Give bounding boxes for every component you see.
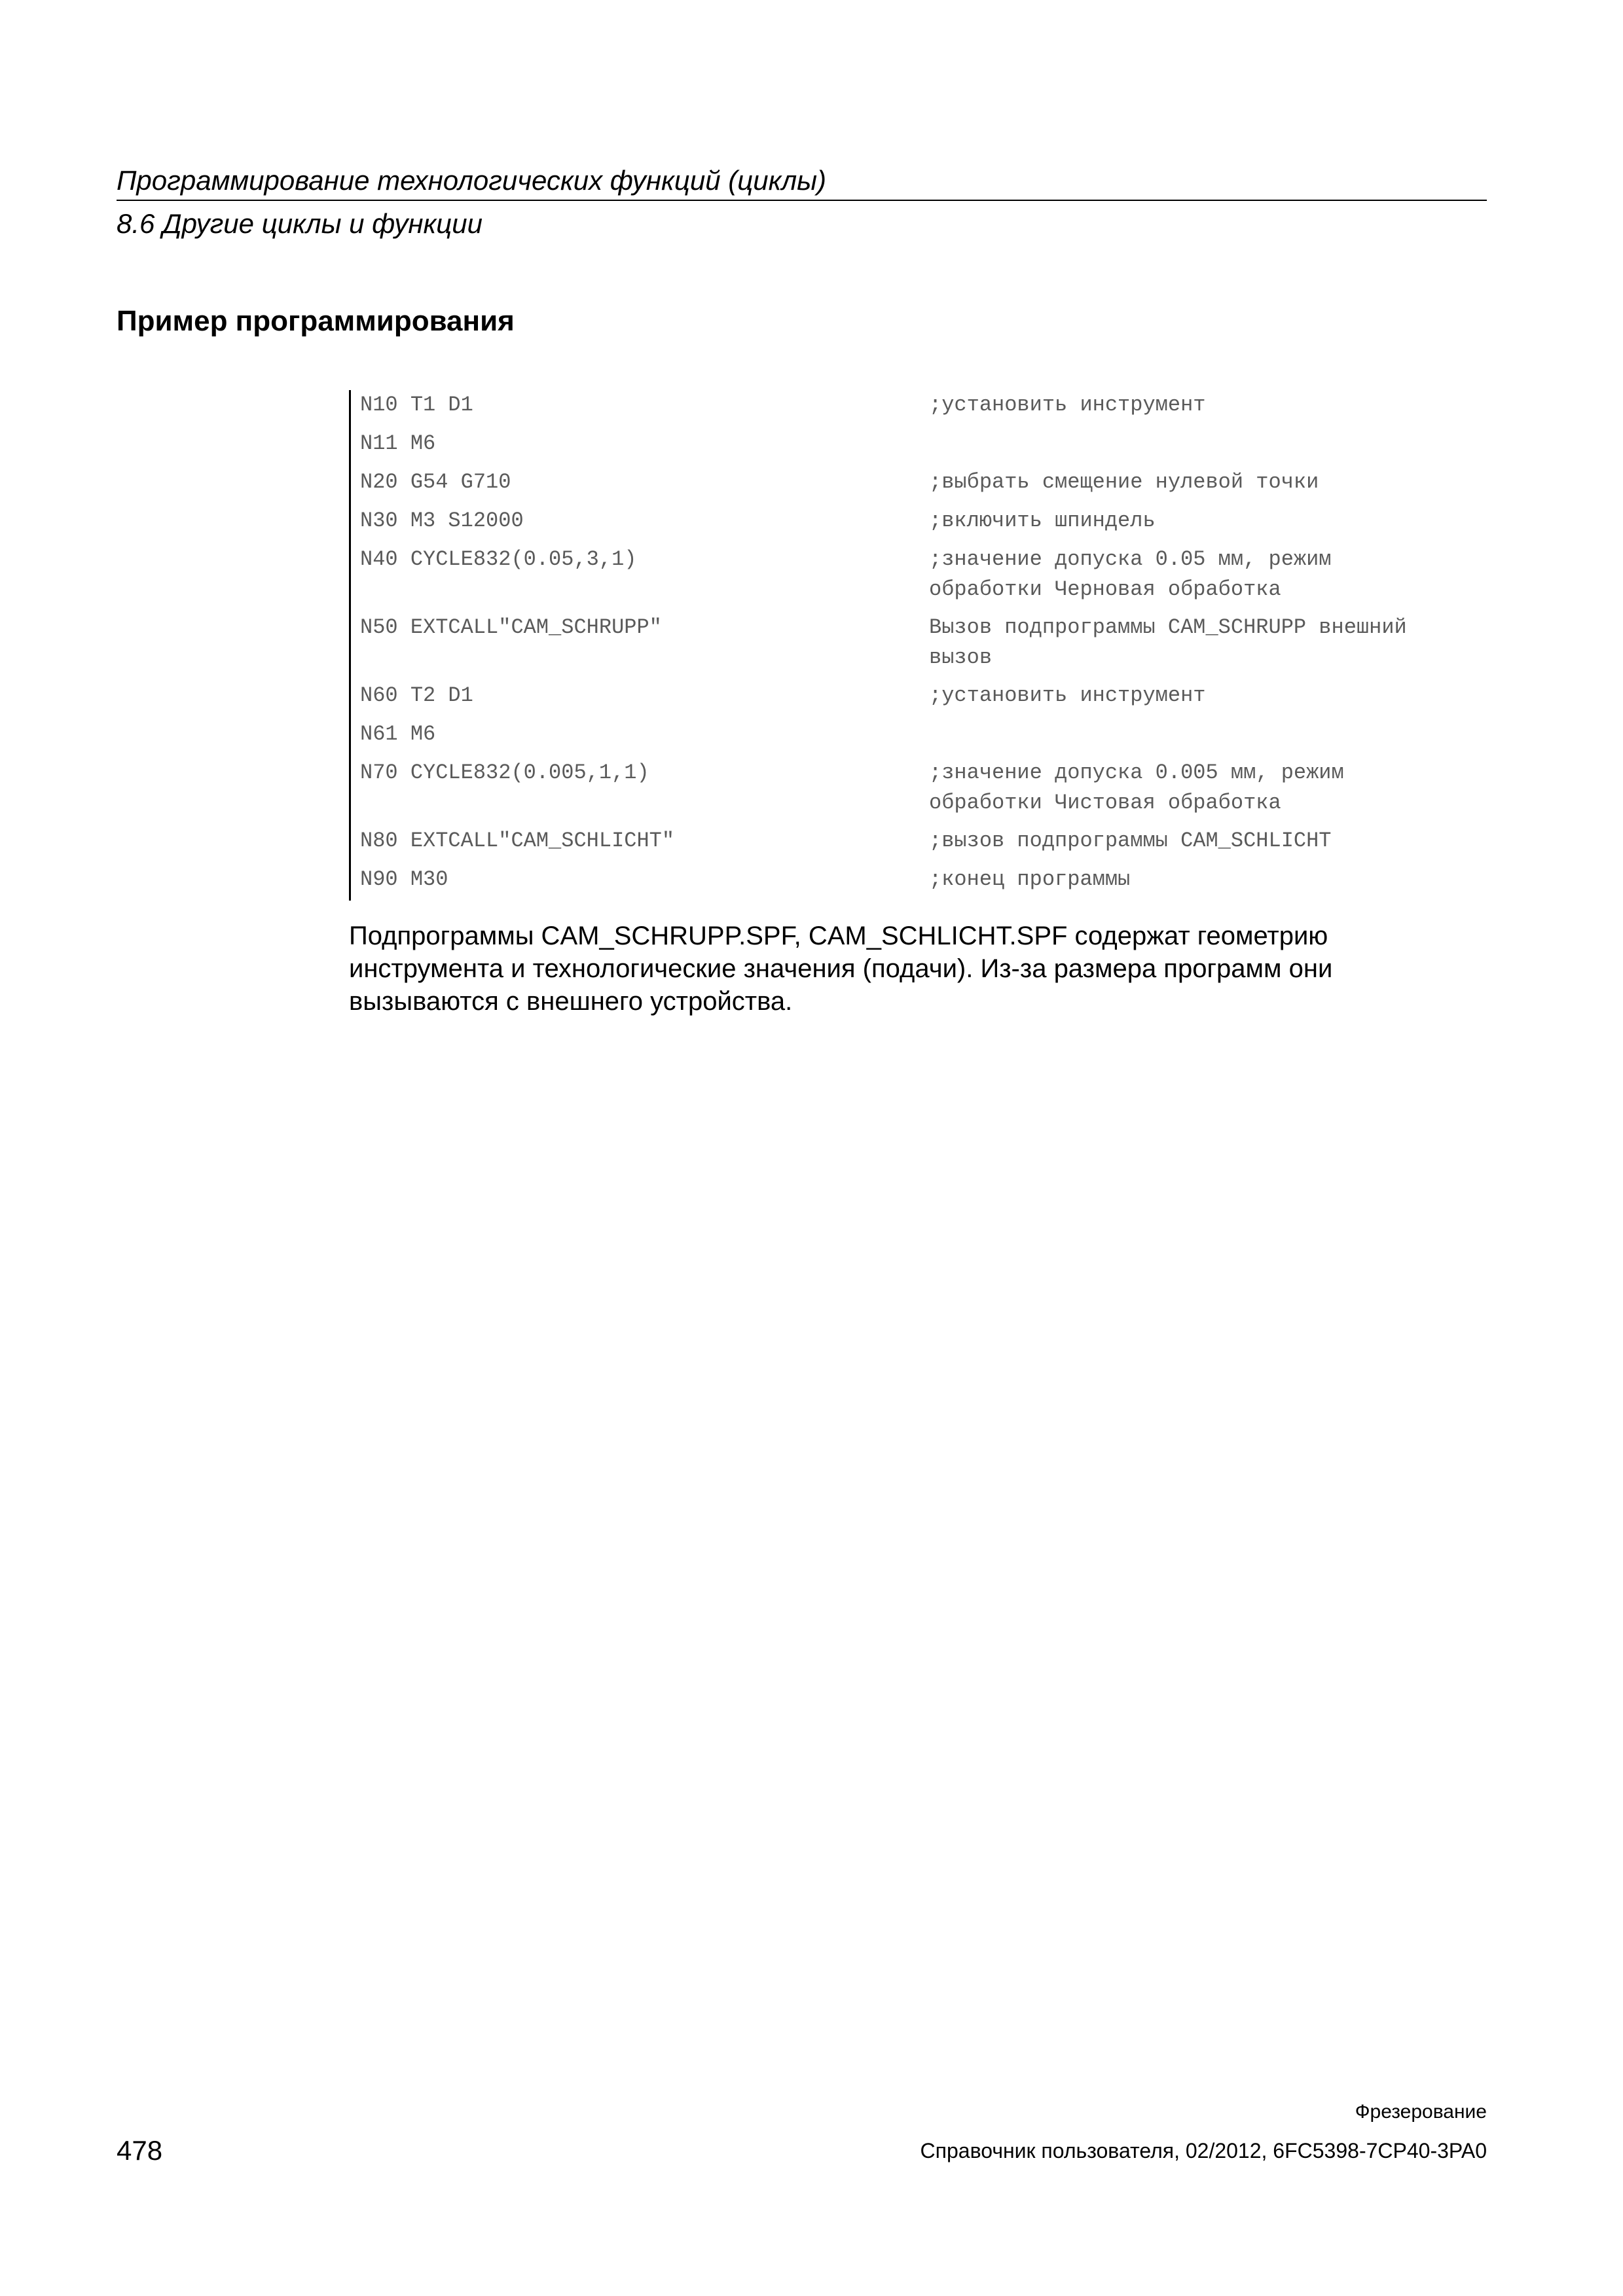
code-command: N40 CYCLE832(0.05,3,1) <box>360 547 637 571</box>
footer-page-number: 478 <box>117 2135 163 2166</box>
code-command: N20 G54 G710 <box>360 470 511 494</box>
code-comment: Вызов подпрограммы CAM_SCHRUPP внешний вызов <box>929 615 1407 670</box>
code-command: N80 EXTCALL"CAM_SCHLICHT" <box>360 829 675 853</box>
code-comment: ;конец программы <box>929 867 1131 891</box>
code-command: N30 M3 S12000 <box>360 509 524 533</box>
header-section-title: 8.6 Другие циклы и функции <box>117 208 483 239</box>
footer-manual-info: Справочник пользователя, 02/2012, 6FC5398-7CP40-3PA0 <box>920 2139 1487 2162</box>
code-command: N70 CYCLE832(0.005,1,1) <box>360 761 649 785</box>
code-command: N60 T2 D1 <box>360 683 473 708</box>
example-description: Подпрограммы CAM_SCHRUPP.SPF, CAM_SCHLICHT.SPF содержат геометрию инструмента и технологические значения (подачи). Из-за размера программ они вызываются с внешнего устройства. <box>349 922 1333 1016</box>
code-comment: ;включить шпиндель <box>929 509 1156 533</box>
code-command: N90 M30 <box>360 867 448 891</box>
code-command: N10 T1 D1 <box>360 393 473 417</box>
footer-book-title: Фрезерование <box>1355 2101 1487 2123</box>
header-divider <box>117 200 1487 201</box>
code-comment: ;выбрать смещение нулевой точки <box>929 470 1319 494</box>
example-heading: Пример программирования <box>117 305 515 337</box>
code-listing <box>349 390 1462 901</box>
code-command: N61 M6 <box>360 722 436 746</box>
code-comment: ;значение допуска 0.05 мм, режим обработки Черновая обработка <box>929 547 1332 601</box>
code-listing-bar <box>349 390 351 901</box>
code-command: N11 M6 <box>360 431 436 456</box>
code-command: N50 EXTCALL"CAM_SCHRUPP" <box>360 615 662 639</box>
code-comment: ;вызов подпрограммы CAM_SCHLICHT <box>929 829 1332 853</box>
header-chapter-title: Программирование технологических функций (циклы) <box>117 165 827 196</box>
code-comment: ;установить инструмент <box>929 393 1206 417</box>
code-comment: ;установить инструмент <box>929 683 1206 708</box>
code-comment: ;значение допуска 0.005 мм, режим обработки Чистовая обработка <box>929 761 1344 815</box>
